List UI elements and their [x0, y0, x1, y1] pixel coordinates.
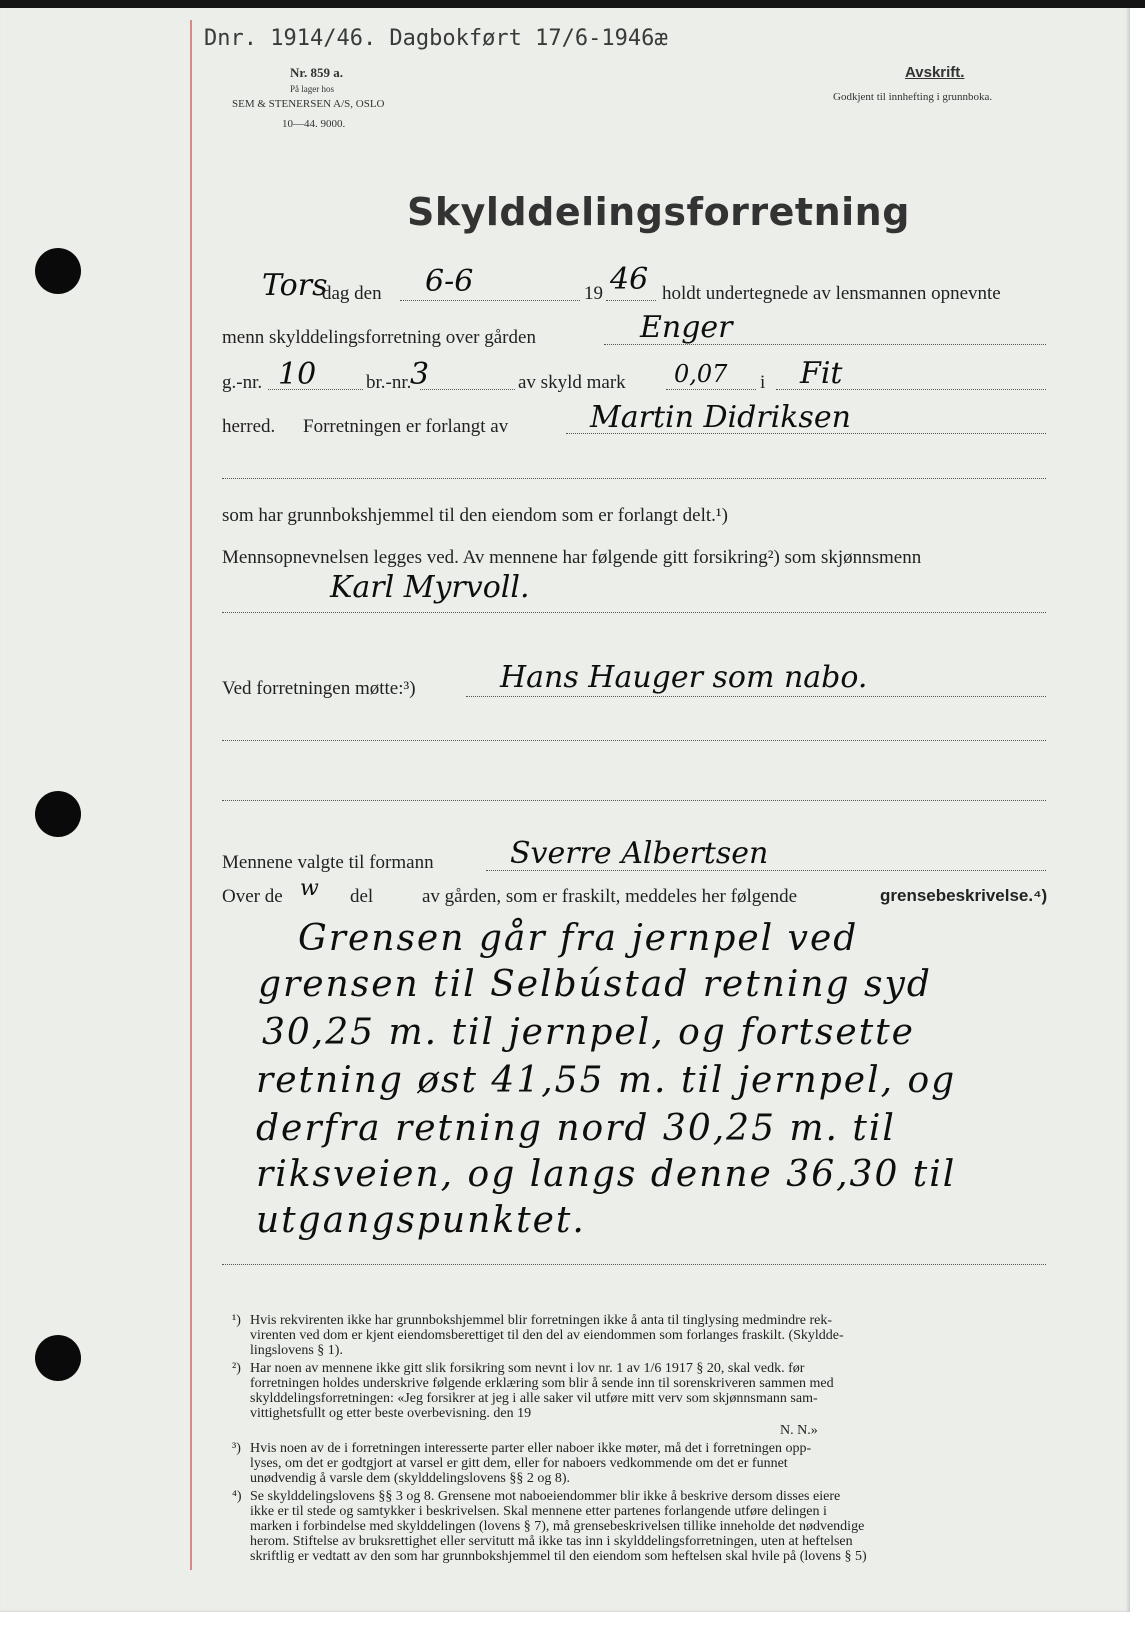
label: Forretningen er forlangt av [303, 416, 509, 437]
footnote-line: forretningen holdes underskrive følgende erklæring som blir å sende inn til sorenskriveren sammen med [250, 1376, 834, 1391]
footnote-line: herom. Stiftelse av bruksrettighet eller servitutt må ikke tas inn i skylddelingsforretningen, uten at heftelsen [250, 1534, 853, 1549]
printer-line: 10—44. 9000. [282, 118, 346, 130]
footnote-line: ikke er til stede og samtykker i beskrivelsen. Skal mennene etter partenes forlangende utføre delingen i [250, 1504, 827, 1519]
footnote-line: vittighetsfullt og etter beste overbevisning. den 19 [250, 1406, 532, 1421]
label: dag den [322, 283, 382, 304]
label: i [760, 372, 766, 393]
label: som har grunnbokshjemmel til den eiendom som er forlangt delt.¹) [222, 505, 728, 526]
boundary-line: Grensen går fra jernpel ved [298, 918, 859, 959]
page-title: Skylddelingsforretning [407, 190, 910, 234]
footnote-line: Hvis rekvirenten ikke har grunnbokshjemmel blir forretningen ikke å anta til tinglysing medmindre rek- [250, 1313, 833, 1328]
printer-line: SEM & STENERSEN A/S, OSLO [232, 98, 385, 110]
year-handwritten: 46 [610, 262, 649, 297]
punch-hole [35, 791, 81, 837]
gnr-handwritten: 10 [278, 357, 317, 392]
appraisers-handwritten: Karl Myrvoll. [330, 570, 530, 605]
footnote-mark: ²) [232, 1361, 241, 1376]
farm-handwritten: Enger [640, 310, 733, 345]
footnote-line: lyses, om det er godtgjort at varsel er gitt dem, eller for naboers vedkommende om det er funnet [250, 1456, 788, 1471]
margin-line [190, 20, 192, 1570]
boundary-line: riksveien, og langs denne 36,30 til [256, 1154, 957, 1195]
label: Over de [222, 886, 283, 907]
footnote-mark: ³) [232, 1441, 241, 1456]
label: Ved forretningen møtte:³) [222, 678, 416, 699]
part-handwritten: w [300, 876, 319, 901]
herred-handwritten: Fit [800, 356, 843, 391]
label: herred. [222, 416, 276, 437]
footnote-line: unødvendig å varsle dem (skylddelingslovens §§ 2 og 8). [250, 1471, 571, 1486]
boundary-line: utgangspunktet. [256, 1200, 586, 1241]
label: 19 [584, 283, 603, 304]
punch-hole [35, 1335, 81, 1381]
label: del [350, 886, 374, 907]
label: av gården, som er fraskilt, meddeles her følgende [422, 886, 798, 907]
present-handwritten: Hans Hauger som nabo. [500, 660, 868, 695]
printer-line: På lager hos [290, 84, 334, 94]
footnote-line: Se skylddelingslovens §§ 3 og 8. Grensene mot naboeiendommer blir ikke å beskrive dersom disses eiere [250, 1489, 841, 1504]
registry-stamp: Dnr. 1914/46. Dagbokført 17/6-1946æ [204, 26, 668, 51]
footnote-line: skriftlig er vedtatt av den som har grunnbokshjemmel til den eiendom som heftelsen skal hvile på (lovens § 5) [250, 1549, 867, 1564]
boundary-line: 30,25 m. til jernpel, og fortsette [262, 1012, 915, 1053]
footnote-line: marken i forbindelse med skylddelingen (lovens § 7), må grensebeskrivelsen tillike inneholde det nødvendige [250, 1519, 865, 1534]
day-handwritten: Tors [262, 268, 328, 303]
label: menn skylddelingsforretning over gården [222, 327, 536, 348]
footnote-line: virenten ved dom er kjent eiendomsberettiget til den del av eiendommen som forlanges fraskilt. (Skyldde- [250, 1328, 844, 1343]
form-number: Nr. 859 a. [290, 65, 343, 80]
requester-handwritten: Martin Didriksen [590, 400, 851, 435]
footnote-signature: N. N.» [780, 1423, 818, 1438]
boundary-line: grensen til Selbústad retning syd [258, 964, 932, 1005]
label: g.-nr. [222, 372, 263, 393]
footnote-mark: ¹) [232, 1313, 241, 1328]
label: Mennene valgte til formann [222, 852, 434, 873]
footnote-line: Hvis noen av de i forretningen interesserte parter eller naboer ikke møter, må det i forretningen opp- [250, 1441, 812, 1456]
skyld-handwritten: 0,07 [674, 360, 728, 388]
label: grensebeskrivelse.⁴) [880, 886, 1048, 905]
footnote-line: lingslovens § 1). [250, 1343, 343, 1358]
date-handwritten: 6-6 [425, 264, 474, 299]
label: av skyld mark [518, 372, 626, 393]
brnr-handwritten: 3 [410, 357, 430, 392]
label: Mennsopnevnelsen legges ved. Av mennene har følgende gitt forsikring²) som skjønnsmenn [222, 547, 922, 568]
punch-hole [35, 248, 81, 294]
boundary-line: retning øst 41,55 m. til jernpel, og [256, 1060, 957, 1101]
label: holdt undertegnede av lensmannen opnevnte [662, 283, 1001, 304]
copy-note: Godkjent til innhefting i grunnboka. [833, 91, 993, 103]
label: br.-nr. [366, 372, 412, 393]
boundary-line: derfra retning nord 30,25 m. til [256, 1108, 896, 1149]
chairman-handwritten: Sverre Albertsen [510, 836, 769, 871]
footnote-line: skylddelingsforretningen: «Jeg forsikrer at jeg i alle saker vil utføre mitt verv som skjønnsmann sam- [250, 1391, 818, 1406]
scan-edge [0, 0, 1145, 8]
footnote-line: Har noen av mennene ikke gitt slik forsikring som nevnt i lov nr. 1 av 1/6 1917 § 20, skal vedk. før [250, 1361, 805, 1376]
copy-label: Avskrift. [905, 64, 965, 81]
footnote-mark: ⁴) [232, 1489, 242, 1504]
